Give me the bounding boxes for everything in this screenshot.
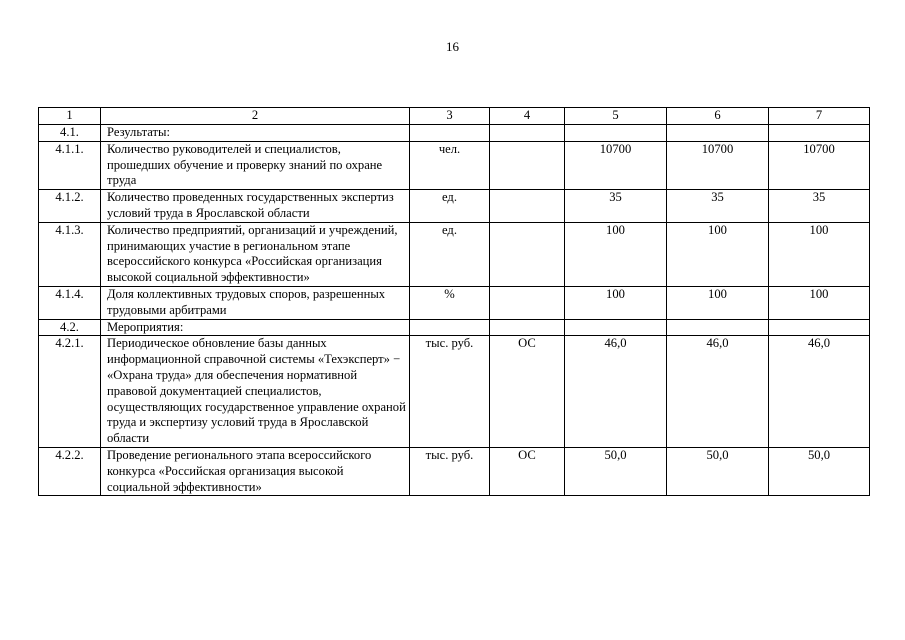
row-number-cell: 4.1.4.: [39, 286, 101, 319]
row-value-5-cell: [565, 319, 667, 336]
table-row: [39, 286, 870, 319]
table-header-row: [39, 108, 870, 125]
row-value-6-cell: 10700: [667, 141, 769, 189]
row-name-cell: Проведение регионального этапа всероссийского конкурса «Российская организация высокой социальной эффективности»: [101, 447, 410, 495]
row-source-cell: [490, 141, 565, 189]
row-number-cell: 4.2.: [39, 319, 101, 336]
row-name-cell: Мероприятия:: [101, 319, 410, 336]
row-value-5-cell: 35: [565, 190, 667, 223]
row-source-cell: [490, 222, 565, 286]
row-number-cell: 4.1.: [39, 125, 101, 142]
row-value-7-cell: 50,0: [769, 447, 870, 495]
row-source-cell: [490, 190, 565, 223]
row-value-7-cell: [769, 125, 870, 142]
header-cell-4: 4: [490, 108, 565, 125]
row-unit-cell: [410, 125, 490, 142]
row-name-cell: Количество руководителей и специалистов, прошедших обучение и проверку знаний по охране труда: [101, 141, 410, 189]
row-source-cell: ОС: [490, 336, 565, 448]
row-number-cell: 4.1.2.: [39, 190, 101, 223]
header-cell-7: 7: [769, 108, 870, 125]
row-name-cell: Количество предприятий, организаций и учреждений, принимающих участие в региональном этапе всероссийского конкурса «Российская организация высокой социальной эффективности»: [101, 222, 410, 286]
table-row: [39, 222, 870, 286]
row-value-6-cell: [667, 319, 769, 336]
row-source-cell: [490, 286, 565, 319]
row-unit-cell: ед.: [410, 190, 490, 223]
header-cell-6: 6: [667, 108, 769, 125]
row-value-5-cell: 100: [565, 286, 667, 319]
header-cell-1: 1: [39, 108, 101, 125]
document-table: [38, 107, 870, 496]
row-name-cell: Доля коллективных трудовых споров, разрешенных трудовыми арбитрами: [101, 286, 410, 319]
row-value-6-cell: [667, 125, 769, 142]
table-row: [39, 447, 870, 495]
row-source-cell: ОС: [490, 447, 565, 495]
row-name-cell: Периодическое обновление базы данных информационной справочной системы «Техэксперт» − «Охрана труда» для обеспечения нормативной правовой документацией специалистов, осуществляющих государственное управление охраной труда и экспертизу условий труда в Ярославской области: [101, 336, 410, 448]
header-cell-5: 5: [565, 108, 667, 125]
row-unit-cell: [410, 319, 490, 336]
row-value-6-cell: 50,0: [667, 447, 769, 495]
row-value-5-cell: 46,0: [565, 336, 667, 448]
row-unit-cell: ед.: [410, 222, 490, 286]
row-number-cell: 4.1.3.: [39, 222, 101, 286]
row-name-cell: Результаты:: [101, 125, 410, 142]
row-value-7-cell: 10700: [769, 141, 870, 189]
row-value-7-cell: 35: [769, 190, 870, 223]
row-number-cell: 4.2.2.: [39, 447, 101, 495]
row-unit-cell: чел.: [410, 141, 490, 189]
row-value-7-cell: 100: [769, 286, 870, 319]
row-value-5-cell: 100: [565, 222, 667, 286]
table-row: [39, 336, 870, 448]
header-cell-3: 3: [410, 108, 490, 125]
page-number: 16: [446, 39, 459, 54]
row-unit-cell: тыс. руб.: [410, 447, 490, 495]
row-value-5-cell: 10700: [565, 141, 667, 189]
row-value-6-cell: 35: [667, 190, 769, 223]
row-source-cell: [490, 319, 565, 336]
row-value-5-cell: [565, 125, 667, 142]
row-number-cell: 4.2.1.: [39, 336, 101, 448]
row-value-7-cell: 46,0: [769, 336, 870, 448]
row-name-cell: Количество проведенных государственных экспертиз условий труда в Ярославской области: [101, 190, 410, 223]
row-value-6-cell: 100: [667, 286, 769, 319]
row-value-7-cell: 100: [769, 222, 870, 286]
row-unit-cell: %: [410, 286, 490, 319]
table-row: [39, 319, 870, 336]
table-row: [39, 190, 870, 223]
row-value-5-cell: 50,0: [565, 447, 667, 495]
row-source-cell: [490, 125, 565, 142]
row-value-6-cell: 46,0: [667, 336, 769, 448]
table-row: [39, 125, 870, 142]
header-cell-2: 2: [101, 108, 410, 125]
row-value-7-cell: [769, 319, 870, 336]
row-unit-cell: тыс. руб.: [410, 336, 490, 448]
row-value-6-cell: 100: [667, 222, 769, 286]
row-number-cell: 4.1.1.: [39, 141, 101, 189]
table-row: [39, 141, 870, 189]
